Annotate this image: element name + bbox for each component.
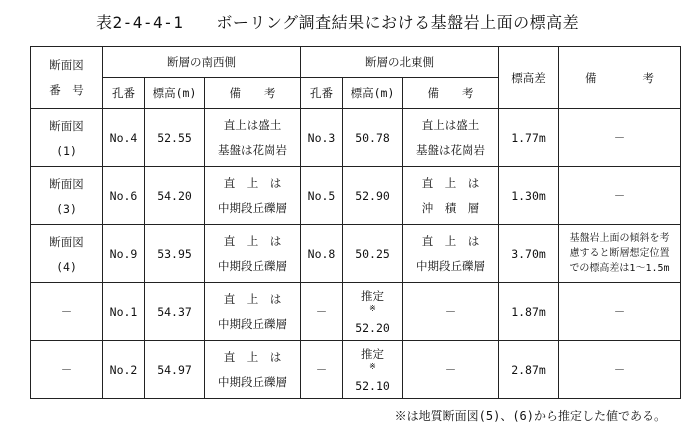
north-elev-cell: 推定 ※ 52.10 [343,341,403,399]
table-row [31,341,681,399]
north-remark-cell: 直上は盛土 基盤は花崗岩 [403,109,499,167]
table-title: 表2-4-4-1 ボーリング調査結果における基盤岩上面の標高差 [96,13,580,32]
header-note: 備 考 [559,47,681,109]
north-remark-cell: － [403,283,499,341]
header-north-group: 断層の北東側 [301,47,499,78]
note-cell: － [559,283,681,341]
section-cell: 断面図 (3) [31,167,103,225]
north-hole-cell: No.3 [301,109,343,167]
note-cell: － [559,341,681,399]
footnote: ※は地質断面図(5)、(6)から推定した値である。 [394,409,666,423]
north-hole-cell: － [301,341,343,399]
north-hole-cell: No.8 [301,225,343,283]
south-hole-cell: No.1 [103,283,145,341]
section-cell: － [31,283,103,341]
section-cell: 断面図 (1) [31,109,103,167]
south-elev-cell: 52.55 [145,109,205,167]
north-elev-cell: 52.90 [343,167,403,225]
section-cell: 断面図 (4) [31,225,103,283]
table-row [31,283,681,341]
south-hole-cell: No.9 [103,225,145,283]
header-section: 断面図 番 号 [31,47,103,109]
table-row [31,167,681,225]
header-north-remark: 備 考 [403,78,499,109]
north-elev-cell: 50.25 [343,225,403,283]
south-hole-cell: No.2 [103,341,145,399]
north-elev-cell: 推定 ※ 52.20 [343,283,403,341]
header-south-hole: 孔番 [103,78,145,109]
south-elev-cell: 54.97 [145,341,205,399]
south-remark-cell: 直上は盛土 基盤は花崗岩 [205,109,301,167]
north-remark-cell: 直 上 は 沖 積 層 [403,167,499,225]
south-hole-cell: No.4 [103,109,145,167]
header-north-elev: 標高(m) [343,78,403,109]
north-remark-cell: 直 上 は 中期段丘礫層 [403,225,499,283]
diff-cell: 1.87m [499,283,559,341]
diff-cell: 3.70m [499,225,559,283]
table-row [31,109,681,167]
south-hole-cell: No.6 [103,167,145,225]
note-cell: － [559,109,681,167]
note-cell: 基盤岩上面の傾斜を考 慮すると断層想定位置 での標高差は1～1.5m [559,225,681,283]
note-cell: － [559,167,681,225]
south-remark-cell: 直 上 は 中期段丘礫層 [205,341,301,399]
diff-cell: 1.30m [499,167,559,225]
south-elev-cell: 54.37 [145,283,205,341]
south-remark-cell: 直 上 は 中期段丘礫層 [205,283,301,341]
diff-cell: 2.87m [499,341,559,399]
boring-results-table [30,46,681,399]
header-north-hole: 孔番 [301,78,343,109]
south-elev-cell: 54.20 [145,167,205,225]
north-elev-cell: 50.78 [343,109,403,167]
diff-cell: 1.77m [499,109,559,167]
south-elev-cell: 53.95 [145,225,205,283]
header-south-remark: 備 考 [205,78,301,109]
section-cell: － [31,341,103,399]
header-south-group: 断層の南西側 [103,47,301,78]
header-south-elev: 標高(m) [145,78,205,109]
north-hole-cell: No.5 [301,167,343,225]
south-remark-cell: 直 上 は 中期段丘礫層 [205,167,301,225]
south-remark-cell: 直 上 は 中期段丘礫層 [205,225,301,283]
table-row [31,225,681,283]
header-diff: 標高差 [499,47,559,109]
north-hole-cell: － [301,283,343,341]
north-remark-cell: － [403,341,499,399]
